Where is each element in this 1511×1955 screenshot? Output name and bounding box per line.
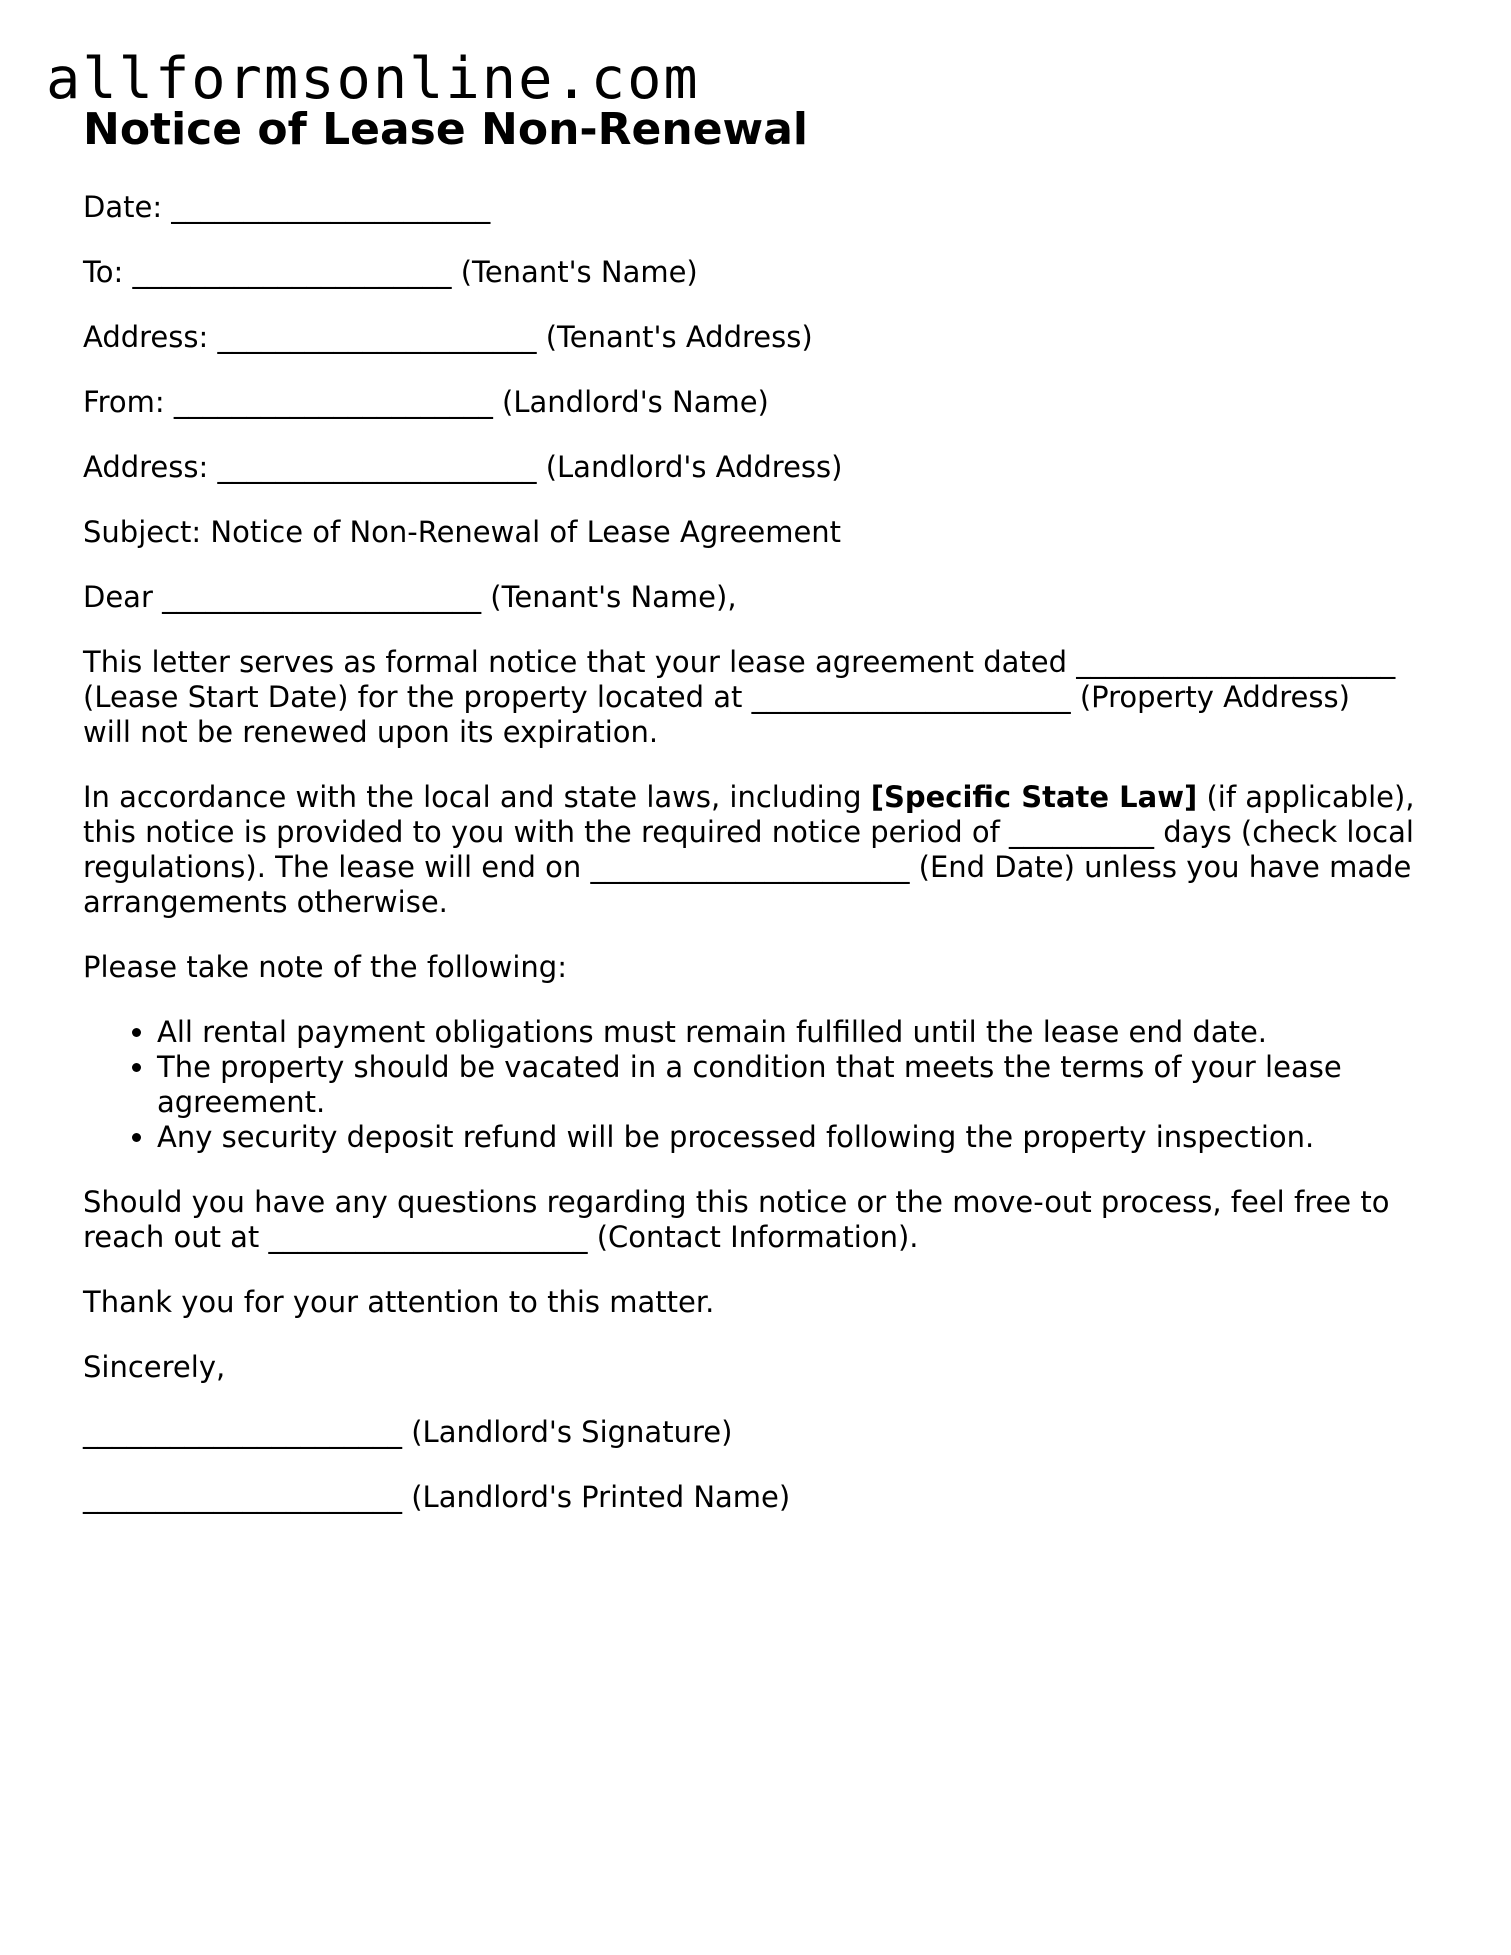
landlord-signature-line: ______________________ (Landlord's Signature) — [83, 1415, 733, 1449]
law-text-before: In accordance with the local and state laws, including — [83, 780, 871, 814]
list-item: • All rental payment obligations must remain fulfilled until the lease end date. — [157, 1015, 1443, 1050]
note-intro: Please take note of the following: — [83, 950, 567, 984]
date-field: Date: ______________________ — [83, 190, 491, 224]
intro-paragraph: This letter serves as formal notice that your lease agreement dated ______________________ (Lease Start Date) for the property located at ______________________ (Property Address) will not be renewed upon its expiration. — [83, 645, 1396, 749]
specific-state-law: [Specific State Law] — [870, 780, 1198, 814]
list-item: • The property should be vacated in a condition that meets the terms of your lease agreement. — [157, 1050, 1443, 1120]
landlord-printed-name-line: ______________________ (Landlord's Printed Name) — [83, 1480, 791, 1514]
notes-list — [83, 1015, 1443, 1155]
subject-line: Subject: Notice of Non-Renewal of Lease Agreement — [83, 515, 842, 549]
law-paragraph — [83, 780, 1443, 920]
tenant-address-field: Address: ______________________ (Tenant's Address) — [83, 320, 813, 354]
tenant-name-field: To: ______________________ (Tenant's Name) — [83, 255, 698, 289]
law-text-after: (if applicable), this notice is provided to you with the required notice period of __________ days (check local regulations). The lease will end on ______________________ (End Date) unless you have made arrangements otherwise. — [83, 780, 1415, 919]
closing-line: Sincerely, — [83, 1350, 226, 1384]
thanks-line: Thank you for your attention to this matter. — [83, 1285, 715, 1319]
letter-document — [83, 100, 1443, 1545]
list-item: • Any security deposit refund will be processed following the property inspection. — [157, 1120, 1443, 1155]
landlord-address-field: Address: ______________________ (Landlord's Address) — [83, 450, 843, 484]
questions-paragraph: Should you have any questions regarding this notice or the move-out process, feel free to reach out at ______________________ (Contact Information). — [83, 1185, 1390, 1254]
landlord-name-field: From: ______________________ (Landlord's Name) — [83, 385, 769, 419]
site-watermark: allformsonline.com — [46, 46, 700, 112]
document-title: Notice of Lease Non-Renewal — [83, 104, 808, 155]
salutation: Dear ______________________ (Tenant's Name), — [83, 580, 737, 614]
